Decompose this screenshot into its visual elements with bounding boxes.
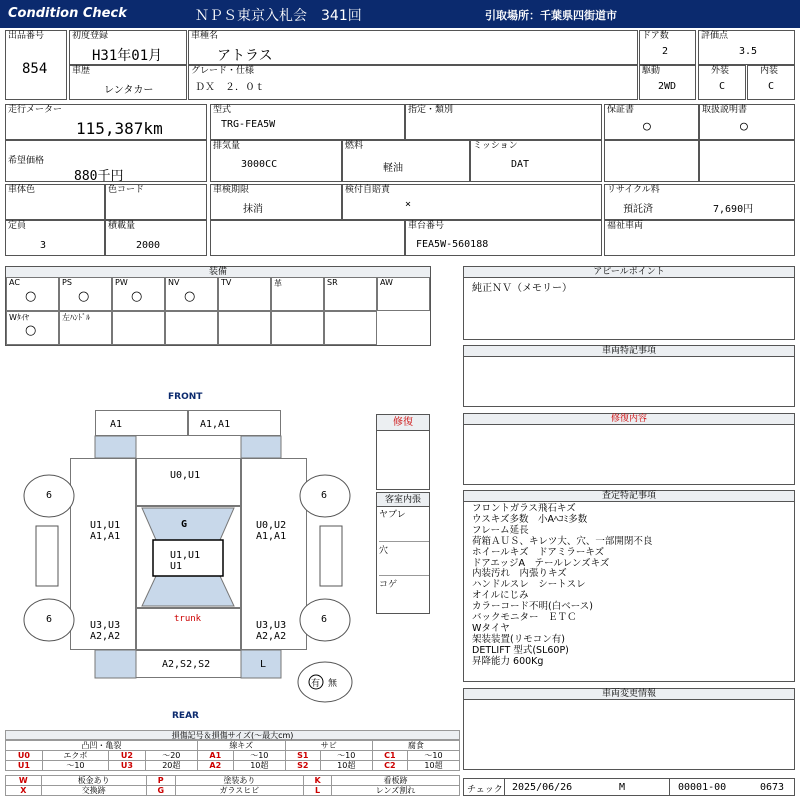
equip-empty-cell (271, 311, 324, 345)
interior-trim-title: 客室内張 (377, 493, 429, 507)
warranty-box (604, 104, 699, 140)
exterior-value: C (719, 81, 726, 92)
interior-hole: 穴 (379, 543, 429, 576)
equip-mark: ○ (184, 289, 196, 304)
inspect-note-line: カラーコード不明(白ベース) (472, 601, 593, 613)
chassis-value: FEA5W-560188 (416, 239, 489, 250)
equip-empty-cell (324, 311, 377, 345)
front-left-fender (95, 436, 136, 458)
dmg-rear-l: L (260, 659, 267, 670)
extra-box-2 (699, 140, 795, 182)
lot-value: 854 (22, 61, 48, 77)
header-bar (0, 0, 800, 28)
dmg-right-rear: U3,U3 A2,A2 (256, 620, 287, 642)
equip-mark: ○ (78, 289, 90, 304)
model-box (210, 104, 405, 140)
equip-label: 革 (274, 279, 282, 288)
equip-item-2 (59, 277, 112, 311)
mileage-label: 走行メーター (8, 105, 63, 115)
displacement-box (210, 140, 342, 182)
legend-col-rust: サビ (285, 741, 372, 751)
equip-mark: ○ (25, 323, 37, 338)
appeal-text: 純正ＮＶ（メモリー） (472, 283, 572, 294)
legend-code: A1 (197, 751, 233, 761)
grade-box (188, 65, 638, 100)
inspect-note-line: ドアエッジA テールレンズキズ (472, 557, 610, 569)
change-info-title: 車両変更情報 (464, 689, 794, 700)
exterior-label: 外装 (711, 66, 730, 76)
inspection-value: 抹消 (243, 204, 263, 215)
legend-code: C1 (372, 751, 407, 761)
legend-desc: ガラスヒビ (175, 786, 304, 796)
warranty-value: ○ (643, 119, 651, 134)
grade-value: ＤＸ ２．０ｔ (195, 82, 265, 93)
grade-label: グレード・仕様 (191, 66, 255, 76)
interior-box (747, 65, 795, 100)
equip-empty-cell (112, 311, 165, 345)
pickup-location: 引取場所：千葉県四街道市 (485, 9, 617, 22)
interior-burn: コゲ (379, 580, 398, 590)
windshield (142, 508, 234, 540)
footer-bar (463, 778, 795, 796)
equip-label: 左ﾊﾝﾄﾞﾙ (62, 313, 90, 322)
equip-item-8 (377, 277, 430, 311)
tire-fr-value: 6 (321, 490, 328, 501)
check-code: 00001-00 (678, 782, 727, 793)
manual-box (699, 104, 795, 140)
legend-title: 損傷記号＆損傷サイズ(〜最大cm) (5, 730, 460, 740)
price-label: 希望価格 (8, 156, 45, 166)
color-code-box (105, 184, 207, 220)
equip-item-1 (6, 277, 59, 311)
inspection-label: 車検期限 (213, 185, 250, 195)
appeal-title: アピールポイント (464, 267, 794, 278)
rear-left-fender (95, 650, 136, 678)
legend-desc: 〜10 (320, 751, 372, 761)
fuel-value: 軽油 (383, 163, 403, 174)
header-title: Condition Check (8, 6, 127, 21)
car-name-label: 車種名 (191, 31, 219, 41)
drive-label: 駆動 (642, 66, 661, 76)
car-name-value: アトラス (217, 48, 273, 64)
legend-desc: 板金あり (41, 776, 146, 786)
check-label: チェック (467, 785, 503, 795)
capacity-value: 3 (40, 240, 47, 251)
interior-tear: ヤブレ (379, 507, 429, 542)
lot-number-box (5, 30, 67, 100)
equipment-title: 装備 (6, 267, 430, 278)
load-value: 2000 (136, 240, 161, 251)
appeal-panel (463, 266, 795, 340)
capacity-label: 定員 (8, 221, 27, 231)
rear-window (142, 576, 234, 606)
recycle-amount: 7,690円 (713, 204, 754, 215)
change-info-panel (463, 688, 795, 770)
legend-desc: 〜10 (408, 751, 460, 761)
repair-content-panel (463, 413, 795, 485)
equip-mark: ○ (131, 289, 143, 304)
dmg-front-right: A1,A1 (200, 419, 231, 430)
auction-title: ＮＰＳ東京入札会 341回 (195, 8, 362, 24)
doors-value: 2 (662, 46, 669, 57)
inspect-note-line: オイルにじみ (472, 590, 529, 602)
manual-value: ○ (740, 119, 748, 134)
warranty-label: 保証書 (607, 105, 635, 115)
model-label: 型式 (213, 105, 232, 115)
dmg-roof2: U1 (170, 561, 183, 572)
legend-code: C2 (372, 761, 407, 771)
mileage-value: 115,387km (76, 119, 163, 138)
inspect-note-line: 架装装置(リモコン有) (472, 633, 565, 645)
color-code-label: 色コード (108, 185, 145, 195)
inspect-note-line: ホイールキズ ドアミラーキズ (472, 546, 605, 558)
equip-item-10 (59, 311, 112, 345)
empty-box-5 (210, 220, 405, 256)
inspect-note-line: フレーム延長 (472, 524, 529, 536)
capacity-box (5, 220, 105, 256)
dmg-rear-bottom: A2,S2,S2 (162, 659, 211, 670)
special-title: 車両特記事項 (464, 346, 794, 357)
legend-col-corrosion: 腐食 (372, 741, 459, 751)
front-right-fender (241, 436, 281, 458)
exterior-box (698, 65, 746, 100)
tire-rr-value: 6 (321, 614, 328, 625)
front-label: FRONT (168, 392, 203, 402)
equip-label: SR (327, 278, 338, 287)
displacement-label: 排気量 (213, 141, 241, 151)
first-reg-box (69, 30, 187, 65)
equip-label: AW (380, 278, 393, 287)
welfare-box (604, 220, 795, 256)
legend-code: U2 (108, 751, 145, 761)
equip-item-3 (112, 277, 165, 311)
load-label: 積載量 (108, 221, 136, 231)
check-date: 2025/06/26 (512, 782, 573, 793)
fuel-label: 燃料 (345, 141, 364, 151)
yu-label: 有 (311, 679, 321, 689)
body-color-label: 車体色 (8, 185, 36, 195)
insurance-label: 検付自賠責 (345, 185, 391, 195)
legend-desc: 〜10 (42, 761, 108, 771)
legend-code: X (6, 786, 42, 796)
score-box (698, 30, 795, 65)
dmg-hood: U0,U1 (170, 470, 201, 481)
repair-content-title: 修復内容 (464, 414, 794, 425)
equip-item-4 (165, 277, 218, 311)
dmg-right-front: U0,U2 A1,A1 (256, 520, 287, 542)
legend-code: G (146, 786, 175, 796)
footer-divider-2 (669, 779, 670, 795)
mission-value: DAT (511, 159, 530, 170)
legend-code: P (146, 776, 175, 786)
displacement-value: 3000CC (241, 159, 278, 170)
first-reg-value: H31年01月 (92, 48, 163, 64)
welfare-label: 福祉車両 (607, 221, 644, 231)
history-value: レンタカー (104, 85, 154, 96)
chassis-label: 車台番号 (408, 221, 445, 231)
first-reg-label: 初度登録 (72, 31, 109, 41)
recycle-label: リサイクル料 (607, 185, 660, 195)
car-name-box (188, 30, 638, 65)
inspect-note-line: 昇降能力 600Kg (472, 655, 544, 667)
inspect-notes-list (472, 504, 652, 668)
check-initial: M (619, 782, 626, 793)
equip-item-5 (218, 277, 271, 311)
doors-label: ドア数 (642, 31, 669, 41)
legend-desc: 看板跡 (331, 776, 459, 786)
equip-empty-cell (218, 311, 271, 345)
equip-label: AC (9, 278, 20, 287)
equip-label: PW (115, 278, 128, 287)
check-num: 0673 (760, 782, 785, 793)
trunk-label: trunk (174, 614, 202, 624)
price-box (5, 140, 207, 182)
legend-table-2 (5, 775, 460, 796)
inspect-note-line: 内装汚れ 内張りキズ (472, 568, 567, 580)
legend-code: A2 (197, 761, 233, 771)
score-label: 評価点 (701, 31, 729, 41)
right-mirror-panel (320, 526, 342, 586)
dmg-left-front: U1,U1 A1,A1 (90, 520, 121, 542)
equip-label: Wﾀｲﾔ (9, 313, 29, 322)
interior-label: 内装 (760, 66, 779, 76)
recycle-box (604, 184, 795, 220)
model-value: TRG-FEA5W (221, 119, 276, 130)
legend-desc: 〜10 (233, 751, 285, 761)
repair-box (376, 414, 430, 490)
legend-desc: 〜20 (145, 751, 197, 761)
equip-item-7 (324, 277, 377, 311)
footer-divider-1 (504, 779, 505, 795)
legend-col-scratch: 線キズ (197, 741, 285, 751)
left-mirror-panel (36, 526, 58, 586)
yu-mu-oval (298, 662, 352, 702)
special-panel (463, 345, 795, 407)
mission-box (470, 140, 602, 182)
drive-box (639, 65, 696, 100)
recycle-status: 預託済 (623, 204, 653, 215)
legend-desc: レンズ割れ (331, 786, 459, 796)
legend-desc: 塗装あり (175, 776, 304, 786)
insurance-box (342, 184, 602, 220)
equip-item-6 (271, 277, 324, 311)
inspect-note-line: フロントガラス飛石キズ (472, 503, 576, 514)
history-box (69, 65, 187, 100)
equip-mark: ○ (25, 289, 37, 304)
equip-empty-cell (165, 311, 218, 345)
load-box (105, 220, 207, 256)
equip-item-9 (6, 311, 59, 345)
legend-desc: 10超 (233, 761, 285, 771)
legend-desc: 10超 (320, 761, 372, 771)
dmg-roof1: U1,U1 (170, 550, 201, 561)
drive-value: 2WD (658, 81, 677, 92)
inspect-note-line: ウスキズ多数 小Aﾍｺﾐ多数 (472, 513, 588, 525)
extra-box-1 (604, 140, 699, 182)
designation-box (405, 104, 602, 140)
dmg-left-rear: U3,U3 A2,A2 (90, 620, 121, 642)
repair-title: 修復 (377, 415, 429, 431)
mission-label: ミッション (473, 141, 518, 151)
tire-fl-value: 6 (46, 490, 53, 501)
legend-code: W (6, 776, 42, 786)
inspect-notes-panel (463, 490, 795, 682)
legend-code: U0 (6, 751, 43, 761)
equip-label: NV (168, 278, 180, 287)
inspect-note-line: 荷箱ＡＵＳ、キレツ大、穴、一部開閉不良 (472, 535, 653, 547)
legend-code: U3 (108, 761, 145, 771)
dmg-front-left: A1 (110, 419, 123, 430)
equip-label: TV (221, 278, 232, 287)
dmg-glass: G (181, 519, 188, 530)
legend-code: K (304, 776, 332, 786)
interior-trim-box (376, 492, 430, 614)
inspect-note-line: バックモニター ＥＴＣ (472, 612, 577, 624)
inspect-note-line: ハンドルスレ シートスレ (472, 579, 586, 591)
fuel-box (342, 140, 470, 182)
equip-label: PS (62, 278, 72, 287)
tire-rl-value: 6 (46, 614, 53, 625)
doors-box (639, 30, 696, 65)
legend-code: S1 (285, 751, 320, 761)
legend-table (5, 740, 460, 771)
insurance-value: × (405, 199, 412, 210)
legend-desc: 20超 (145, 761, 197, 771)
history-label: 車歴 (72, 66, 91, 76)
inspect-notes-title: 査定特記事項 (464, 491, 794, 502)
chassis-box (405, 220, 602, 256)
legend-col-dent: 凸凹・亀裂 (6, 741, 198, 751)
legend-desc: エクボ (42, 751, 108, 761)
mileage-box (5, 104, 207, 140)
legend-desc: 交換跡 (41, 786, 146, 796)
rear-label: REAR (172, 711, 199, 721)
legend-code: S2 (285, 761, 320, 771)
lot-label: 出品番号 (8, 31, 45, 41)
interior-value: C (768, 81, 775, 92)
legend-code: U1 (6, 761, 43, 771)
price-value: 880千円 (74, 169, 124, 184)
inspection-box (210, 184, 342, 220)
manual-label: 取扱説明書 (702, 105, 748, 115)
designation-label: 指定・類別 (408, 105, 454, 115)
inspect-note-line: Wタイヤ (472, 622, 510, 634)
legend-code: L (304, 786, 332, 796)
inspect-note-line: DETLIFT 型式(SL60P) (472, 644, 569, 656)
mu-label: 無 (328, 679, 338, 689)
body-color-box (5, 184, 105, 220)
legend-desc: 10超 (408, 761, 460, 771)
score-value: 3.5 (739, 46, 758, 57)
